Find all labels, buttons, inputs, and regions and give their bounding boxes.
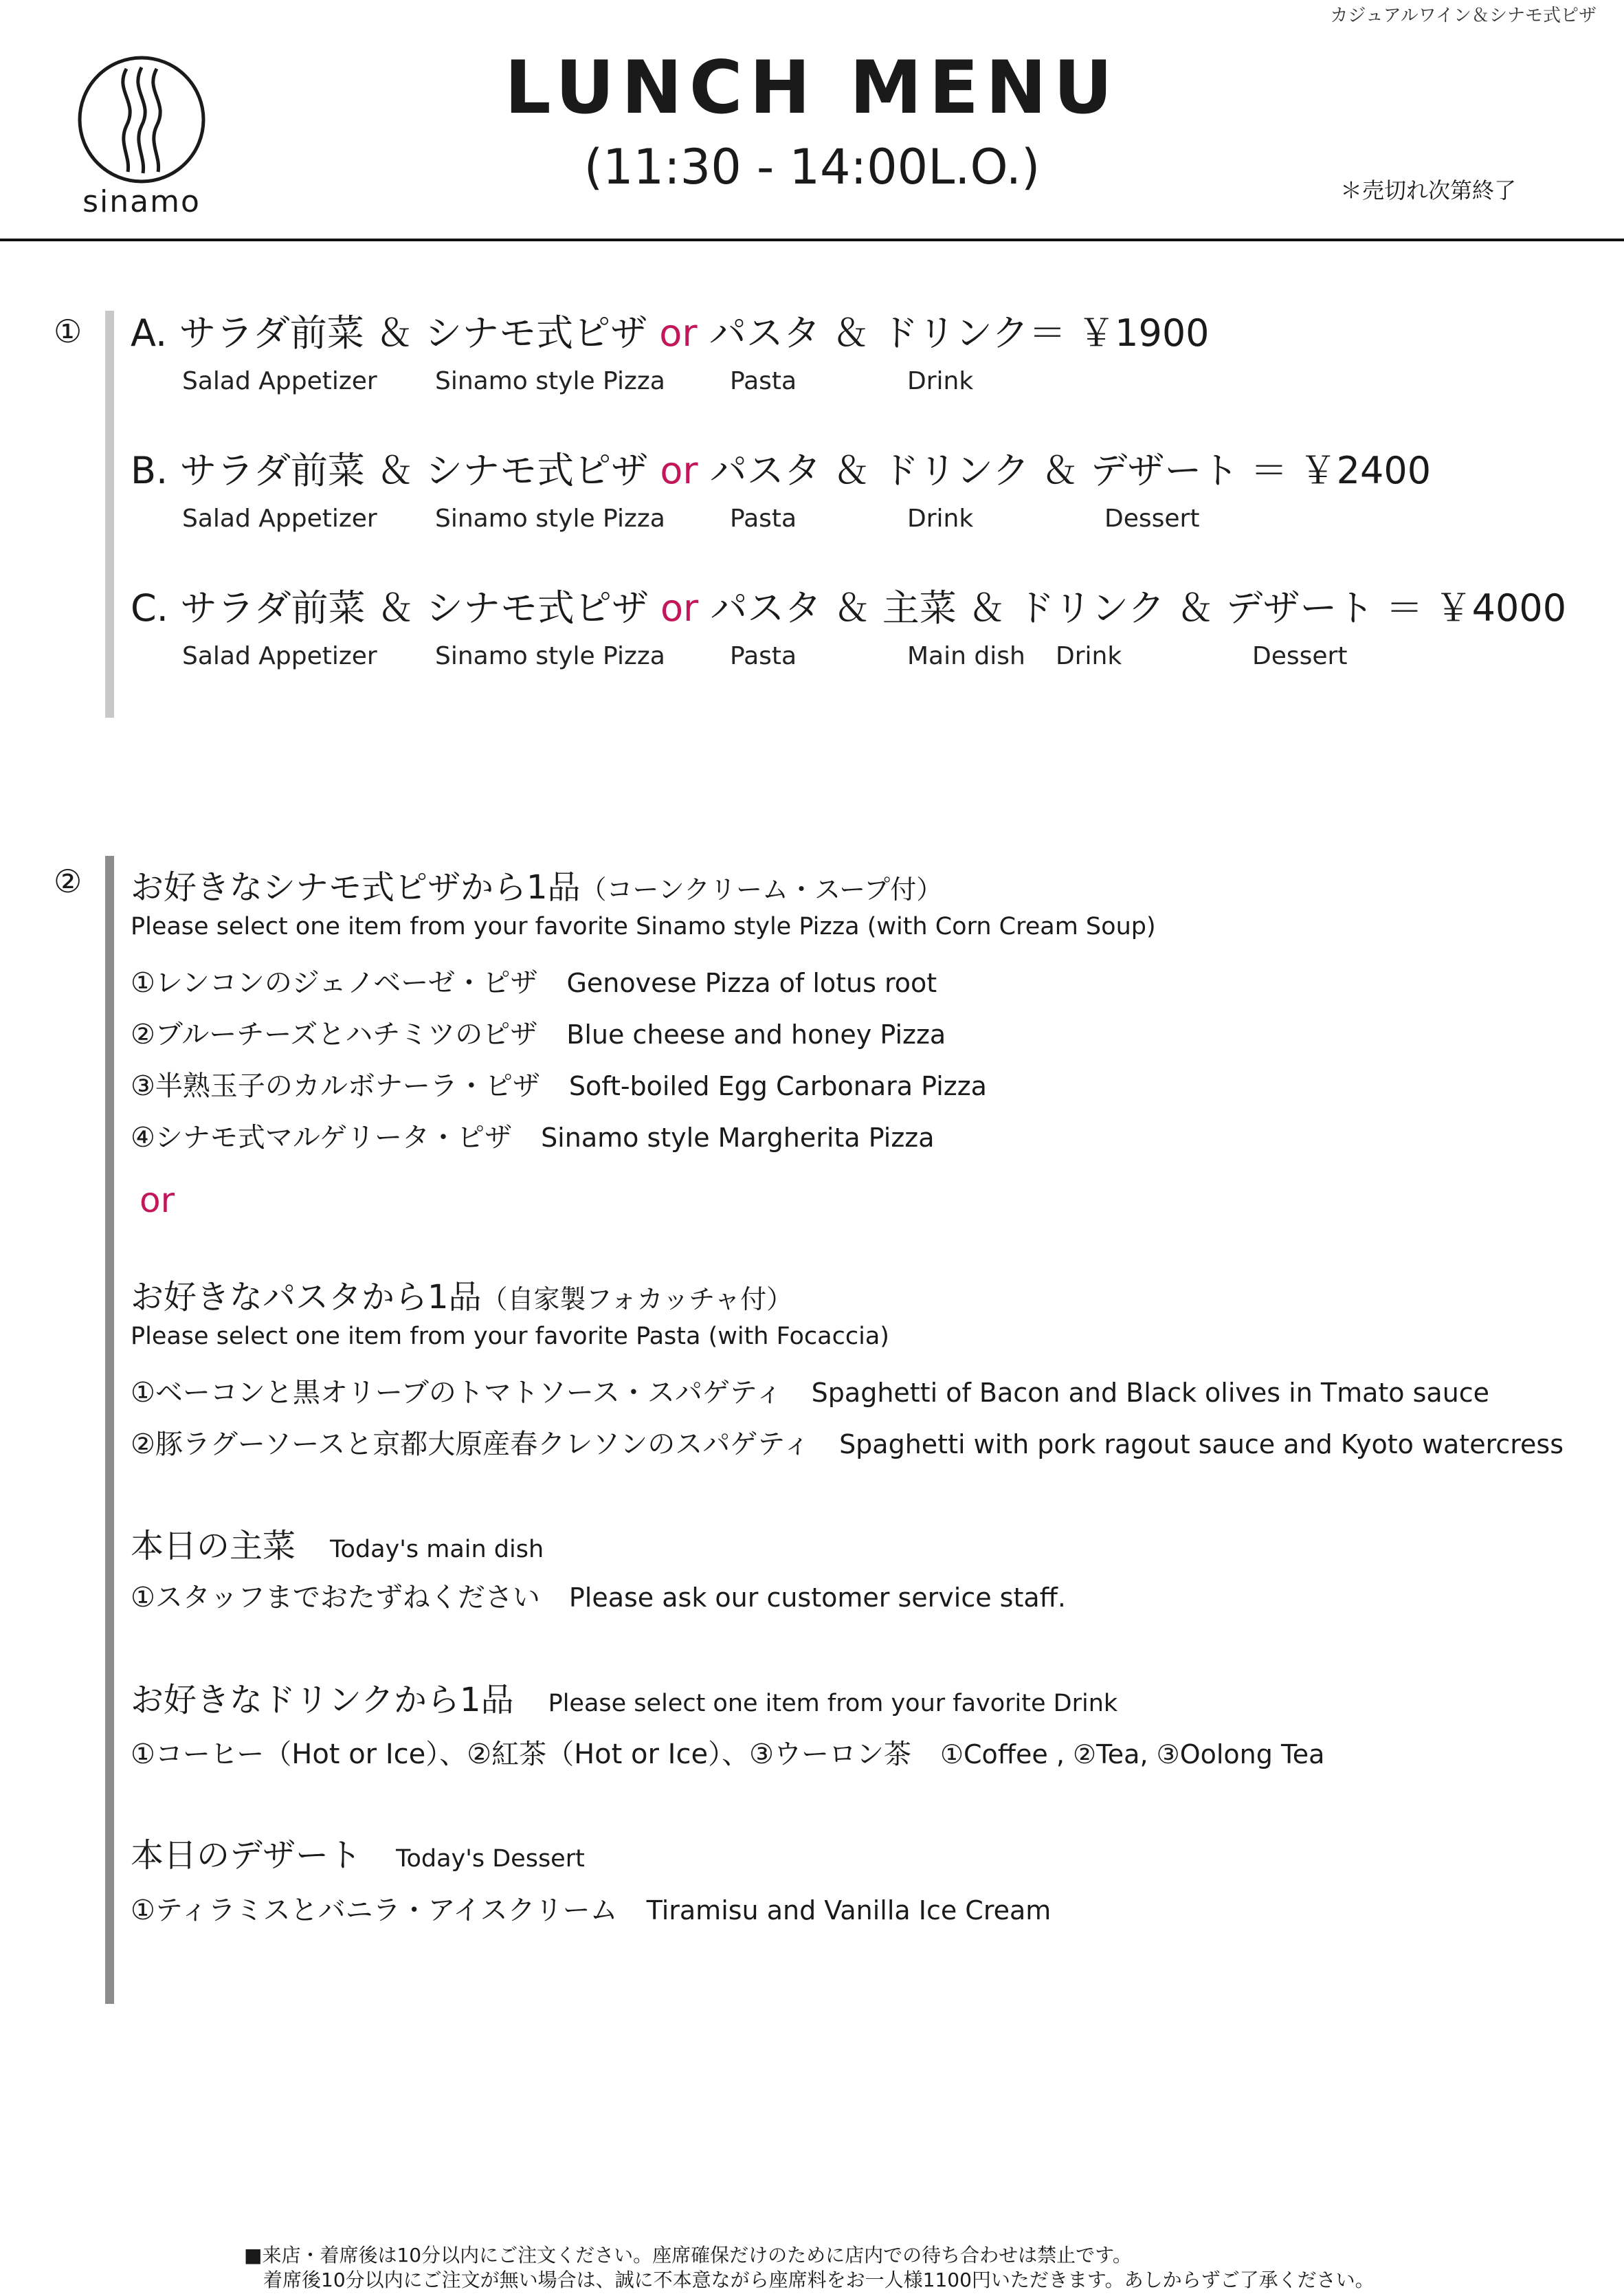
section-1-bar [105,311,114,718]
pizza-description: Please select one item from your favorite Sinamo style Pizza (with Corn Cream Soup) [131,913,1156,940]
pasta-item: ②豚ラグーソースと京都大原産春クレソンのスパゲティ Spaghetti with pork ragout sauce and Kyoto watercress [131,1429,1564,1460]
pasta-item: ①ベーコンと黒オリーブのトマトソース・スパゲティ Spaghetti of Bacon and Black olives in Tmato sauce [131,1377,1490,1409]
combo-b-salad: Salad Appetizer [182,505,377,533]
combo-a-salad: Salad Appetizer [182,367,377,395]
drink-item: ①コーヒー（Hot or Ice）、②紅茶（Hot or Ice）、③ウーロン茶 ①Coffee , ②Tea, ③Oolong Tea [131,1739,1325,1770]
combo-c-pizza: Sinamo style Pizza [435,642,665,670]
combo-a-pasta: Pasta [730,367,797,395]
footer-note-2: 着席後10分以内にご注文が無い場合は、誠に不本意ながら座席料をお一人様1100円いただきます。あしからずご了承ください。 [263,2269,1375,2291]
dessert-heading: 本日のデザート Today's Dessert [131,1836,585,1875]
pizza-item: ②ブルーチーズとハチミツのピザ Blue cheese and honey Pizza [131,1019,946,1050]
combo-a-pizza: Sinamo style Pizza [435,367,665,395]
lunch-hours: (11:30 - 14:00L.O.) [583,139,1041,195]
pasta-description: Please select one item from your favorite Pasta (with Focaccia) [131,1323,889,1350]
drink-heading: お好きなドリンクから1品 Please select one item from your favorite Drink [131,1681,1118,1719]
combo-b-dessert: Dessert [1104,505,1200,533]
combo-b-drink: Drink [907,505,974,533]
dessert-item: ①ティラミスとバニラ・アイスクリーム Tiramisu and Vanilla Ice Cream [131,1895,1052,1926]
pasta-heading: お好きなパスタから1品（自家製フォカッチャ付） [131,1278,793,1316]
combo-c-dessert: Dessert [1252,642,1348,670]
footer-note-1: ■来店・着席後は10分以内にご注文ください。座席確保だけのために店内での待ち合わせは禁止です。 [244,2244,1132,2267]
sold-out-note: ＊売切れ次第終了 [1340,177,1517,203]
main-dish-item: ①スタッフまでおたずねください Please ask our customer service staff. [131,1582,1066,1613]
combo-b-pizza: Sinamo style Pizza [435,505,665,533]
pizza-item: ④シナモ式マルゲリータ・ピザ Sinamo style Margherita Pizza [131,1122,935,1154]
combo-a-drink: Drink [907,367,974,395]
combo-c: C. サラダ前菜 ＆ シナモ式ピザ or パスタ ＆ 主菜 ＆ ドリンク ＆ デザート ＝ ￥4000 [131,586,1567,630]
logo-text: sinamo [82,184,201,219]
top-caption: カジュアルワイン＆シナモ式ピザ [1330,5,1597,26]
combo-b: B. サラダ前菜 ＆ シナモ式ピザ or パスタ ＆ ドリンク ＆ デザート ＝ ￥2400 [131,449,1432,492]
header-divider [0,239,1624,241]
pizza-heading: お好きなシナモ式ピザから1品（コーンクリーム・スープ付） [131,868,943,907]
section-1-number: ① [54,313,82,350]
combo-c-main-dish: Main dish [907,642,1025,670]
pizza-item: ①レンコンのジェノベーゼ・ピザ Genovese Pizza of lotus root [131,967,937,999]
page-title: LUNCH MENU [504,45,1120,130]
section-2-number: ② [54,863,82,900]
pizza-item: ③半熟玉子のカルボナーラ・ピザ Soft-boiled Egg Carbonara Pizza [131,1070,987,1102]
or-separator: or [140,1180,175,1220]
combo-c-drink: Drink [1056,642,1122,670]
main-dish-heading: 本日の主菜 Today's main dish [131,1527,544,1565]
combo-b-pasta: Pasta [730,505,797,533]
combo-a: A. サラダ前菜 ＆ シナモ式ピザ or パスタ ＆ ドリンク＝ ￥1900 [131,311,1210,355]
combo-c-salad: Salad Appetizer [182,642,377,670]
combo-c-pasta: Pasta [730,642,797,670]
section-2-bar [105,856,114,2004]
